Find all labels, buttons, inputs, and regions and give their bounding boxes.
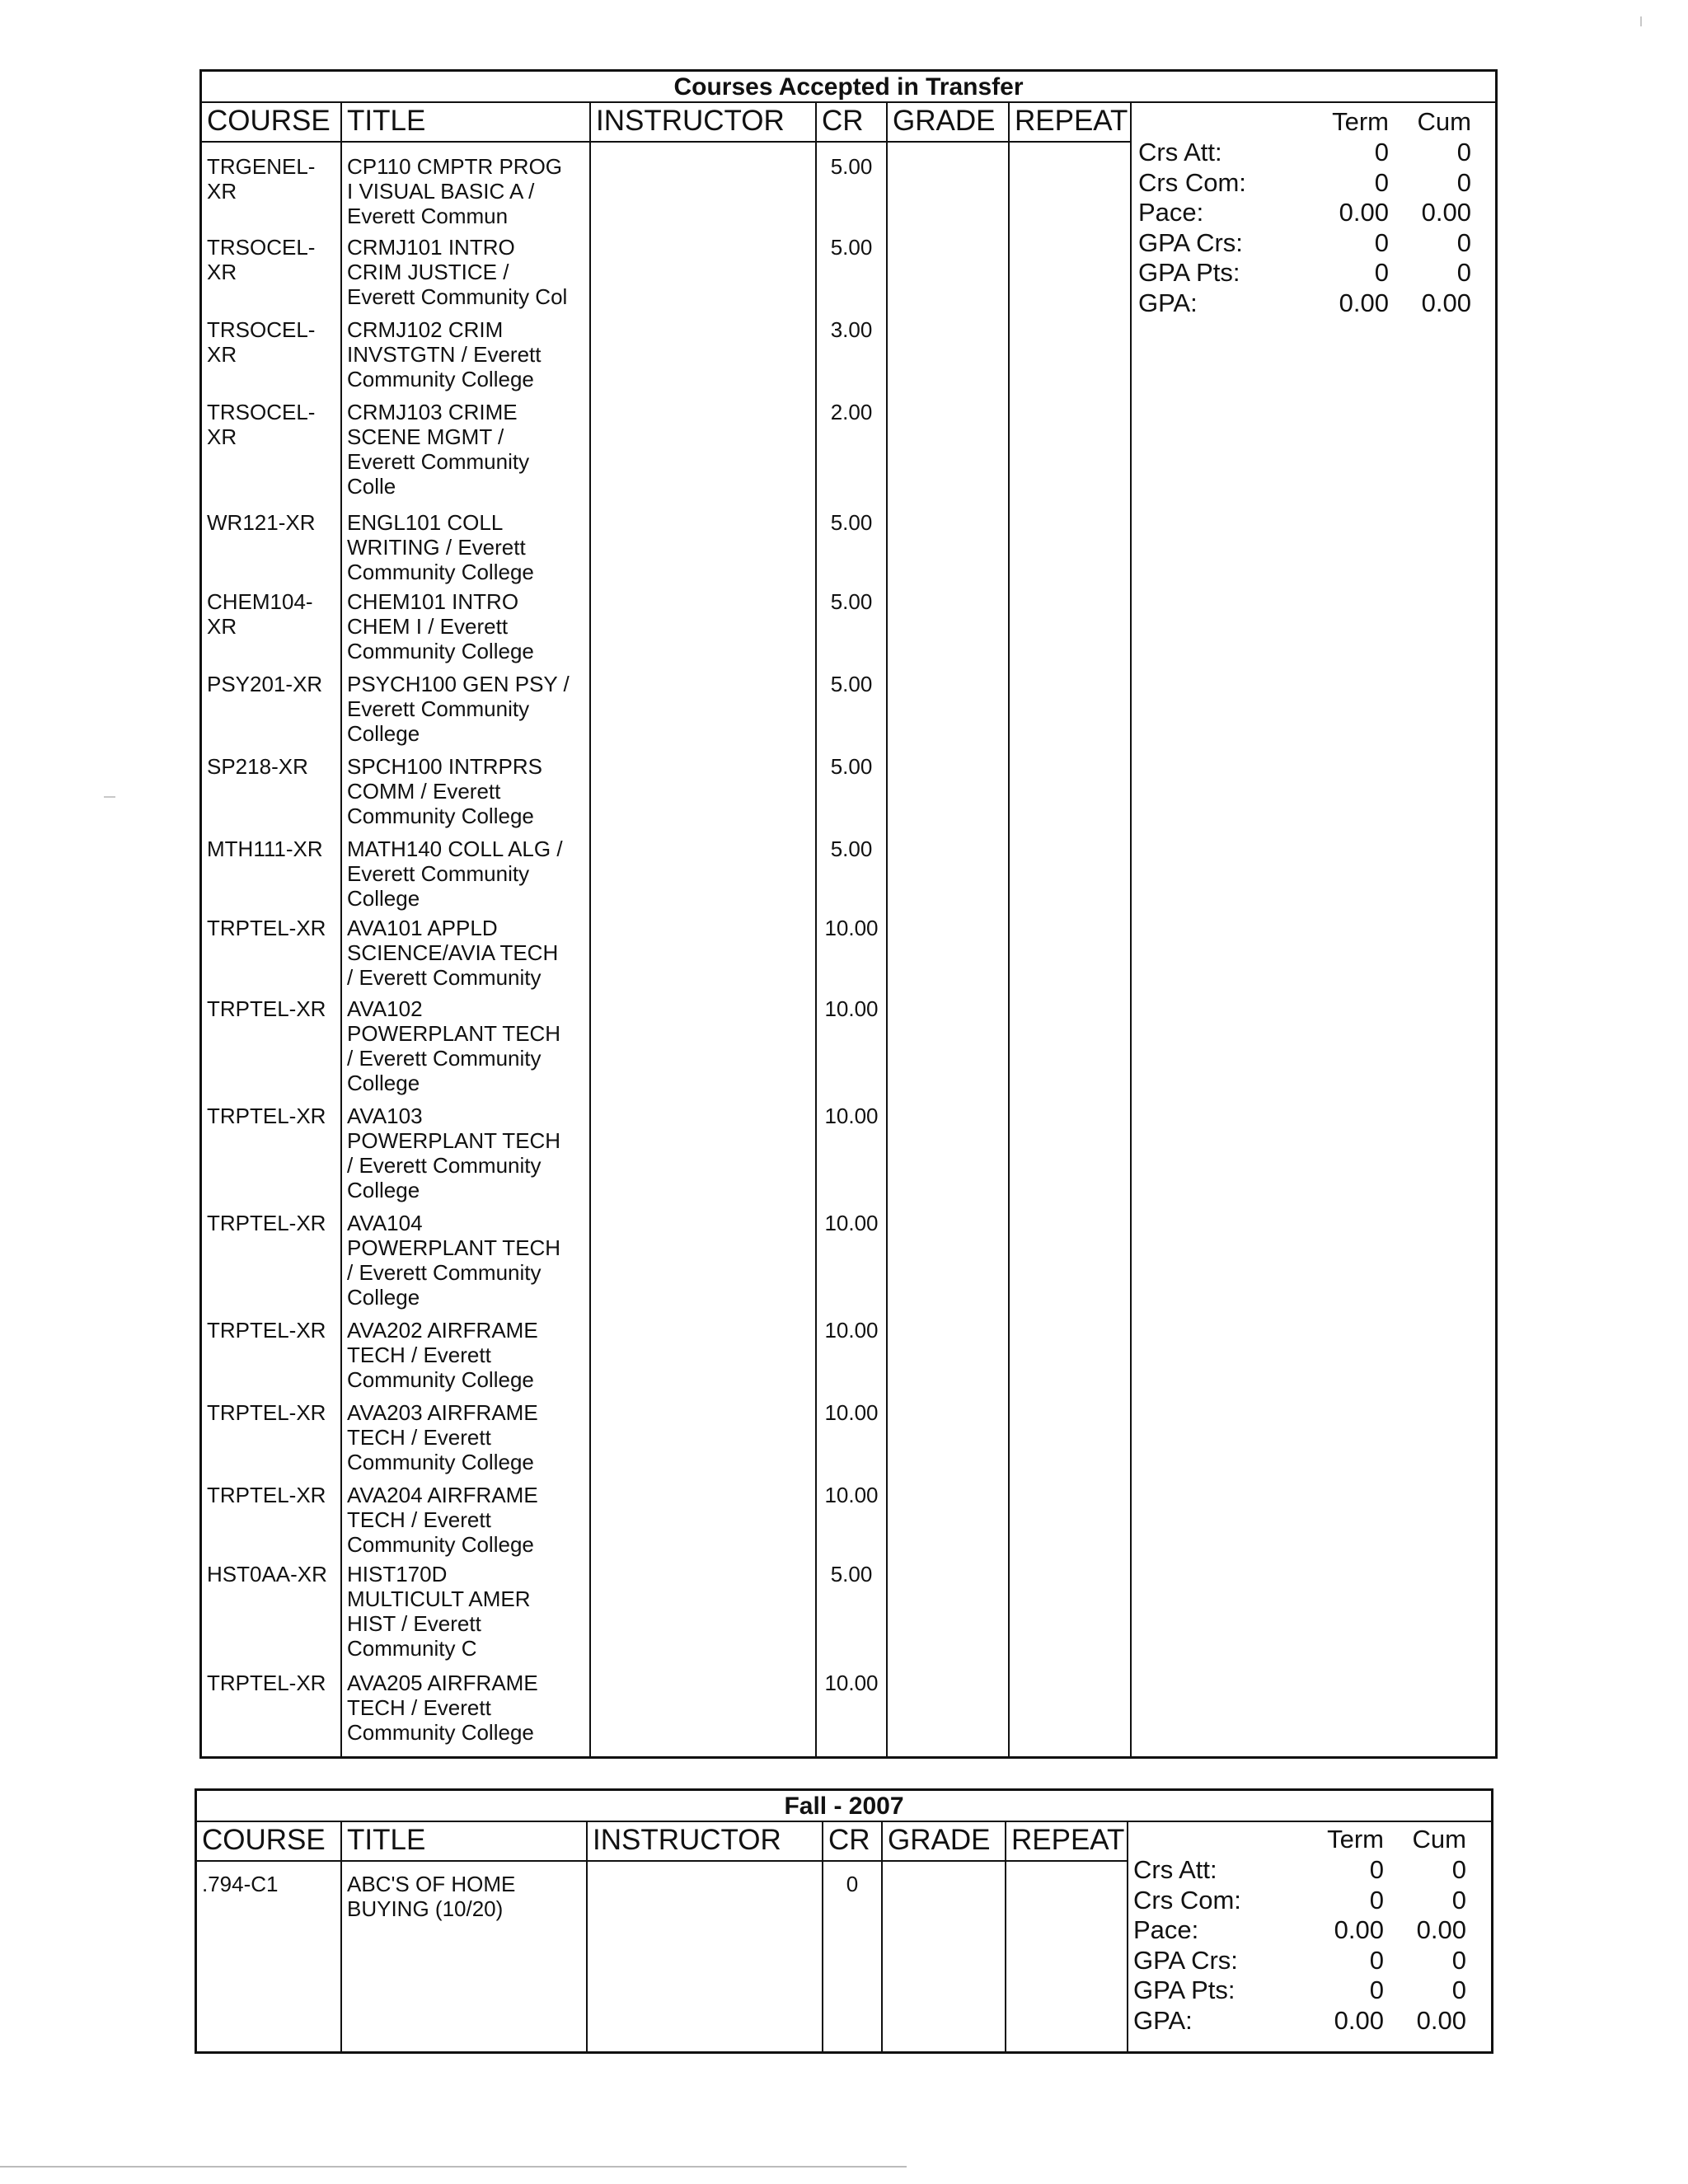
stats-label: Crs Att: [1138, 138, 1222, 166]
table-row-course: TRPTEL-XR [207, 996, 326, 1021]
table-row-course: TRPTEL-XR [207, 1671, 326, 1695]
stats-cum: 0.00 [1421, 288, 1471, 317]
col-header-grade: GRADE [888, 1824, 991, 1856]
table-row-cr: 10.00 [824, 916, 879, 940]
table-row-title: AVA104 POWERPLANT TECH / Everett Community College [347, 1211, 561, 1310]
stats-label: GPA Pts: [1138, 258, 1240, 287]
col-header-cr: CR [828, 1824, 870, 1856]
table-row-cr: 5.00 [830, 510, 873, 535]
table-row-course: WR121-XR [207, 510, 316, 535]
table-row-course: TRGENEL- XR [207, 154, 316, 204]
stats-term: 0.00 [1339, 288, 1389, 317]
table-row-cr: 10.00 [824, 1104, 879, 1128]
table-row-cr: 10.00 [824, 1400, 879, 1425]
col-divider [881, 1822, 883, 2051]
stats-row [1138, 168, 1484, 199]
stats-header-term: Term [1327, 1825, 1384, 1854]
stats-header [1138, 106, 1484, 138]
stats-cum: 0 [1451, 1885, 1466, 1915]
transfer-section [199, 69, 1498, 1759]
stats-term: 0 [1374, 227, 1389, 257]
table-row-cr: 5.00 [830, 589, 873, 614]
table-row-title: SPCH100 INTRPRS COMM / Everett Community College [347, 754, 542, 828]
col-header-course: COURSE [207, 105, 331, 137]
stats-term: 0.00 [1339, 198, 1389, 227]
table-row-title: AVA101 APPLD SCIENCE/AVIA TECH / Everett Community [347, 916, 559, 990]
col-divider [1008, 103, 1010, 1756]
table-row-cr: 10.00 [824, 1483, 879, 1507]
table-row-cr: 5.00 [830, 235, 873, 260]
stats-cum: 0 [1456, 167, 1471, 197]
table-row-title: CHEM101 INTRO CHEM I / Everett Community College [347, 589, 534, 663]
stats-row [1133, 1946, 1479, 1976]
table-row-cr: 10.00 [824, 996, 879, 1021]
table-row-cr: 3.00 [830, 317, 873, 342]
stats-term: 0 [1374, 258, 1389, 287]
stats-header-cum: Cum [1412, 1825, 1466, 1854]
col-divider [1127, 1822, 1128, 2051]
stats-label: Pace: [1133, 1915, 1199, 1944]
col-divider [1130, 103, 1132, 1756]
col-header-repeat: REPEAT [1011, 1824, 1125, 1856]
col-divider [340, 1822, 342, 2051]
scan-speck [1640, 16, 1642, 26]
table-row-cr: 5.00 [830, 754, 873, 779]
stats-row [1133, 1855, 1479, 1886]
stats-label: GPA: [1133, 2005, 1193, 2035]
stats-row [1133, 1886, 1479, 1916]
table-row-course: TRSOCEL- XR [207, 235, 316, 284]
col-header-cr: CR [822, 105, 864, 137]
stats-header [1133, 1824, 1479, 1855]
col-header-course: COURSE [202, 1824, 326, 1856]
table-row-course: PSY201-XR [207, 672, 323, 696]
table-row-title: AVA102 POWERPLANT TECH / Everett Community College [347, 996, 561, 1095]
table-row-title: AVA204 AIRFRAME TECH / Everett Community College [347, 1483, 538, 1557]
stats-header-cum: Cum [1417, 107, 1471, 136]
stats-label: Crs Com: [1138, 167, 1246, 197]
stats-label: Pace: [1138, 198, 1204, 227]
stats-cum: 0 [1451, 1945, 1466, 1975]
table-row-title: CRMJ102 CRIM INVSTGTN / Everett Community College [347, 317, 542, 391]
table-row-title: AVA203 AIRFRAME TECH / Everett Community College [347, 1400, 538, 1474]
table-row-course: TRPTEL-XR [207, 1211, 326, 1235]
table-row-course: TRPTEL-XR [207, 916, 326, 940]
table-row-cr: 5.00 [830, 672, 873, 696]
table-row-course: TRSOCEL- XR [207, 400, 316, 449]
stats-label: GPA Crs: [1138, 227, 1243, 257]
scan-edge-line [0, 2166, 907, 2168]
stats-cum: 0 [1451, 1855, 1466, 1884]
col-divider [1005, 1822, 1006, 2051]
stats-panel [1138, 106, 1484, 318]
col-header-instructor: INSTRUCTOR [593, 1824, 781, 1856]
stats-term: 0.00 [1334, 1915, 1384, 1944]
table-row-title: ABC'S OF HOME BUYING (10/20) [347, 1872, 516, 1921]
table-row-course: CHEM104- XR [207, 589, 313, 639]
stats-cum: 0 [1451, 1975, 1466, 2004]
col-divider [340, 103, 342, 1756]
stats-term: 0 [1369, 1975, 1384, 2004]
table-row-title: CP110 CMPTR PROG I VISUAL BASIC A / Everett Commun [347, 154, 563, 228]
stats-label: Crs Com: [1133, 1885, 1241, 1915]
section-title: Courses Accepted in Transfer [202, 72, 1495, 103]
stats-term: 0 [1369, 1945, 1384, 1975]
table-row-course: TRPTEL-XR [207, 1483, 326, 1507]
table-row-title: AVA202 AIRFRAME TECH / Everett Community College [347, 1318, 538, 1392]
table-row-cr: 10.00 [824, 1211, 879, 1235]
table-row-cr: 2.00 [830, 400, 873, 424]
stats-row [1133, 1915, 1479, 1946]
stats-cum: 0.00 [1416, 2005, 1466, 2035]
stats-cum: 0 [1456, 258, 1471, 287]
stats-term: 0.00 [1334, 2005, 1384, 2035]
table-row-cr: 5.00 [830, 1562, 873, 1586]
table-row-title: HIST170D MULTICULT AMER HIST / Everett Community C [347, 1562, 531, 1661]
col-divider [886, 103, 888, 1756]
table-row-title: PSYCH100 GEN PSY / Everett Community College [347, 672, 570, 746]
table-row-course: HST0AA-XR [207, 1562, 327, 1586]
col-divider [589, 103, 591, 1756]
stats-cum: 0.00 [1421, 198, 1471, 227]
col-divider [586, 1822, 588, 2051]
table-row-cr: 5.00 [830, 837, 873, 861]
col-divider [822, 1822, 823, 2051]
section-title: Fall - 2007 [197, 1791, 1491, 1822]
stats-row [1138, 198, 1484, 228]
table-row-title: AVA205 AIRFRAME TECH / Everett Community College [347, 1671, 538, 1745]
table-row-title: CRMJ103 CRIME SCENE MGMT / Everett Community Colle [347, 400, 530, 499]
stats-row [1138, 228, 1484, 259]
table-row-course: TRPTEL-XR [207, 1104, 326, 1128]
table-row-course: TRPTEL-XR [207, 1318, 326, 1343]
stats-panel [1133, 1824, 1479, 2036]
stats-header-term: Term [1332, 107, 1389, 136]
stats-term: 0 [1374, 138, 1389, 166]
stats-row [1138, 258, 1484, 288]
col-header-grade: GRADE [893, 105, 996, 137]
fall-2007-section [195, 1788, 1493, 2054]
col-header-title: TITLE [347, 1824, 426, 1856]
stats-label: Crs Att: [1133, 1855, 1217, 1884]
stats-term: 0 [1369, 1885, 1384, 1915]
stats-label: GPA Crs: [1133, 1945, 1238, 1975]
table-row-title: MATH140 COLL ALG / Everett Community College [347, 837, 563, 911]
table-row-cr: 10.00 [824, 1671, 879, 1695]
table-row-cr: 0 [846, 1872, 859, 1896]
stats-cum: 0.00 [1416, 1915, 1466, 1944]
col-header-repeat: REPEAT [1015, 105, 1128, 137]
col-header-title: TITLE [347, 105, 426, 137]
header-divider [197, 1860, 1128, 1862]
stats-label: GPA Pts: [1133, 1975, 1236, 2004]
stats-label: GPA: [1138, 288, 1198, 317]
table-row-course: MTH111-XR [207, 837, 323, 861]
col-header-instructor: INSTRUCTOR [596, 105, 785, 137]
scan-speck [104, 796, 115, 798]
stats-cum: 0 [1456, 138, 1471, 166]
stats-row [1138, 138, 1484, 168]
table-row-course: SP218-XR [207, 754, 308, 779]
stats-term: 0 [1369, 1855, 1384, 1884]
table-row-cr: 5.00 [830, 154, 873, 179]
stats-row [1133, 1975, 1479, 2006]
stats-row [1138, 288, 1484, 319]
stats-cum: 0 [1456, 227, 1471, 257]
table-row-title: ENGL101 COLL WRITING / Everett Community College [347, 510, 534, 584]
stats-row [1133, 2006, 1479, 2036]
table-row-title: AVA103 POWERPLANT TECH / Everett Community College [347, 1104, 561, 1202]
stats-term: 0 [1374, 167, 1389, 197]
table-row-course: TRPTEL-XR [207, 1400, 326, 1425]
table-row-course: TRSOCEL- XR [207, 317, 316, 367]
table-row-course: .794-C1 [202, 1872, 279, 1896]
table-row-title: CRMJ101 INTRO CRIM JUSTICE / Everett Community Col [347, 235, 568, 309]
table-row-cr: 10.00 [824, 1318, 879, 1343]
